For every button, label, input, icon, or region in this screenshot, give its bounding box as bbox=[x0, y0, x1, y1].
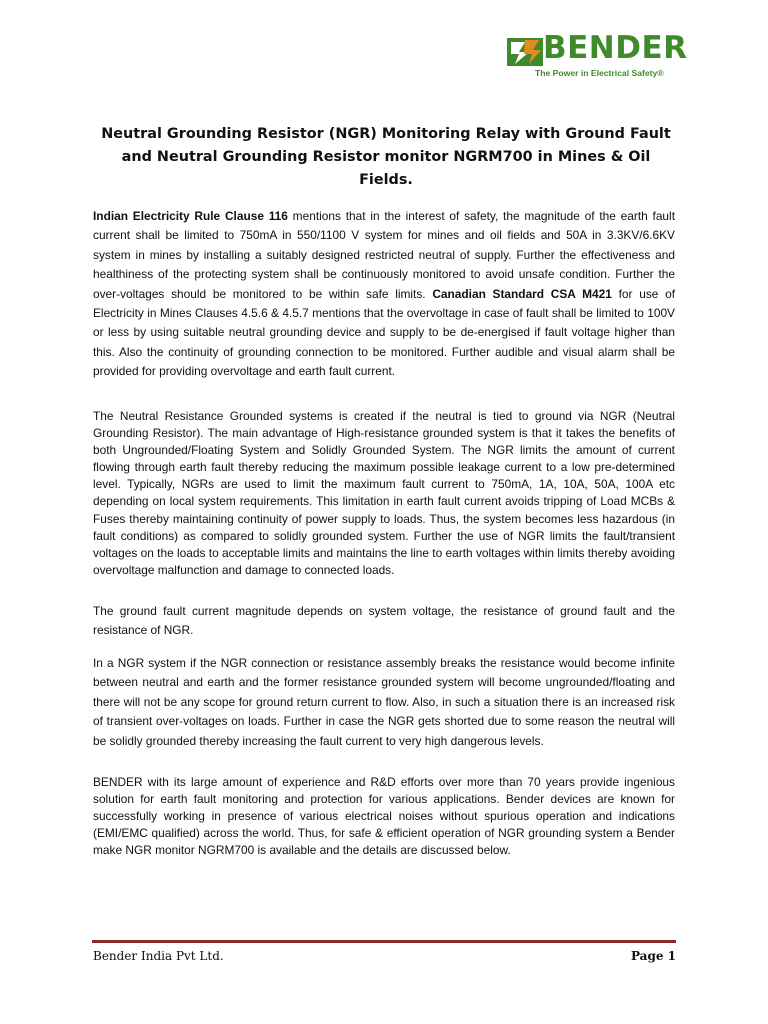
paragraph-text: for use of Electricity in Mines Clauses 4.5.6 & 4.5.7 mentions that the overvoltage in case of fault shall be limited to 100V or less by using suitable neutral grounding device and supply to be de-energised if fault voltage higher than this. Also the continuity of grounding connection to be monitored. Further audible and visual alarm shall be provided for providing overvoltage and earth fault current. bbox=[93, 286, 675, 379]
document-title: Neutral Grounding Resistor (NGR) Monitoring Relay with Ground Fault and Neutral Grounding Resistor monitor NGRM700 in Mines & Oil Fields. bbox=[101, 126, 671, 188]
paragraph-text: BENDER with its large amount of experience and R&D efforts over more than 70 years provide ingenious solution for earth fault monitoring and protection for various applications. Bender devices are known for successfully working in presence of various electrical noises without spurious operation and indications (EMI/EMC qualified) across the world. Thus, for safe & efficient operation of NGR grounding system a Bender make NGR monitor NGRM700 is available and the details are discussed below. bbox=[93, 775, 675, 858]
paragraph-fault-magnitude bbox=[93, 602, 675, 641]
rule-clause-ref: Indian Electricity Rule Clause 116 bbox=[93, 209, 288, 223]
logo-tagline: The Power in Electrical Safety® bbox=[535, 68, 664, 78]
paragraph-text: The ground fault current magnitude depends on system voltage, the resistance of ground fault and the resistance of NGR. bbox=[93, 604, 675, 638]
paragraph-ngr-systems bbox=[93, 408, 675, 579]
paragraph-text: mentions that in the interest of safety, the magnitude of the earth fault current shall be limited to 750mA in 550/1100 V system for mines and oil fields and 50A in 3.3KV/6.6KV system in mines by installing a suitably designed restricted neutral of supply. Further the effectiveness and healthiness of the protecting system shall be continuously monitored to avoid unsafe condition. Further the over-voltages should be monitored to be within safe limits. bbox=[93, 209, 675, 301]
paragraph-ngr-break bbox=[93, 654, 675, 751]
logo-brand-text: BENDER bbox=[543, 30, 688, 66]
paragraph-bender-solution bbox=[93, 774, 675, 859]
footer-company: Bender India Pvt Ltd. bbox=[93, 949, 224, 963]
lightning-logo-icon bbox=[505, 36, 545, 68]
footer-divider bbox=[92, 940, 676, 943]
paragraph-text: The Neutral Resistance Grounded systems is created if the neutral is tied to ground via NGR (Neutral Grounding Resistor). The main advantage of High-resistance grounded system is that it takes the benefits of both Ungrounded/Floating System and Solidly Grounded System. The NGR limits the amount of current flowing through earth fault thereby reducing the maximum possible leakage current to a low pre-determined level. Typically, NGRs are used to limit the maximum fault current to 750mA, 1A, 10A, 50A, 100A etc depending on local system requirements. This limitation in earth fault current avoids tripping of Load MCBs & Fuses thereby maintaining continuity of power supply to loads. Thus, the system becomes less hazardous (in fault conditions) as compared to solidly grounded system. Further the use of NGR limits the fault/transient voltages on the loads to acceptable limits and maintains the line to earth voltages within limits thereby avoiding overvoltage malfunction and damage to connected loads. bbox=[93, 409, 675, 577]
footer-page-number: Page 1 bbox=[630, 949, 676, 963]
paragraph-text: In a NGR system if the NGR connection or resistance assembly breaks the resistance would become infinite between neutral and earth and the former resistance grounded system will become ungrounded/floating and there will not be any scope for ground return current to flow. Also, in such a situation there is an increased risk of transient over-voltages on loads. Further in case the NGR gets shorted due to some reason the neutral will be solidly grounded thereby increasing the fault current to very high dangerous levels. bbox=[93, 656, 675, 748]
csa-standard-ref: Canadian Standard CSA M421 bbox=[432, 286, 612, 301]
paragraph-rules bbox=[93, 207, 675, 382]
bender-logo bbox=[505, 30, 688, 80]
